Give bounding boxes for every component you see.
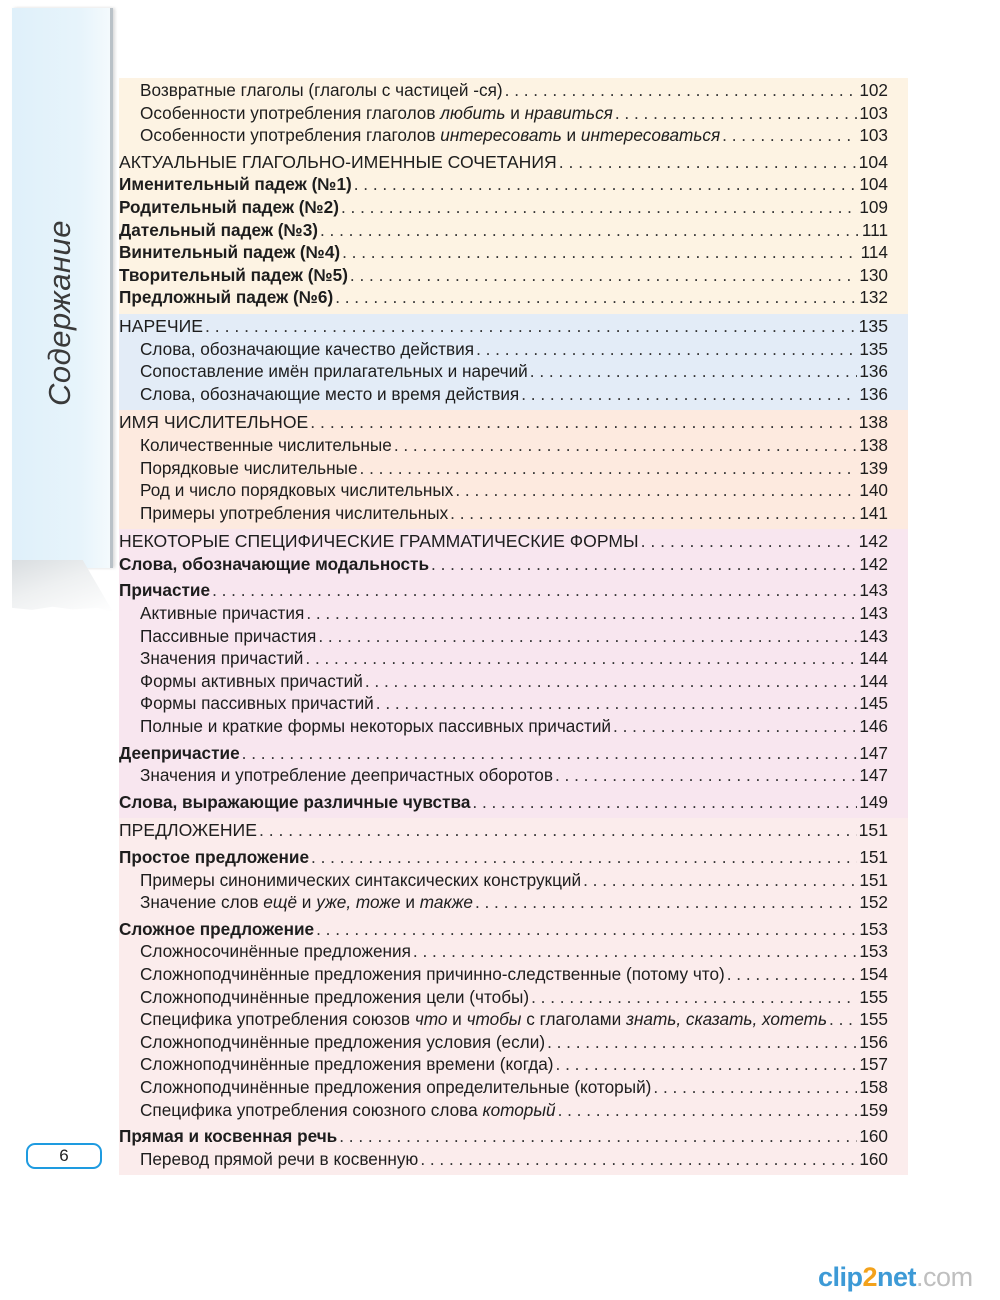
toc-chapter-adverb[interactable]: НАРЕЧИЕ . . . 135 (119, 316, 908, 339)
toc-entry[interactable]: Особенности употребления глаголов любить и нравиться . . . 103 (119, 103, 908, 126)
toc-chapter-forms[interactable]: НЕКОТОРЫЕ СПЕЦИФИЧЕСКИЕ ГРАММАТИЧЕСКИЕ ФОРМЫ . . . 142 (119, 531, 908, 554)
section-specific-forms (119, 529, 908, 818)
toc-entry[interactable]: Деепричастие . . . 147 (119, 743, 908, 766)
toc-entry[interactable]: Сложноподчинённые предложения времени (когда) . . . 157 (119, 1054, 908, 1077)
table-of-contents (119, 78, 908, 1175)
toc-entry[interactable]: Слова, обозначающие качество действия . . . 135 (119, 339, 908, 362)
toc-entry[interactable]: Пассивные причастия . . . 143 (119, 626, 908, 649)
toc-entry[interactable]: Особенности употребления глаголов интересовать и интересоваться . . . 103 (119, 125, 908, 148)
toc-entry[interactable]: Количественные числительные . . . 138 (119, 435, 908, 458)
toc-entry[interactable]: Сложное предложение . . . 153 (119, 919, 908, 942)
toc-entry[interactable]: Примеры употребления числительных . . . 141 (119, 503, 908, 526)
toc-entry[interactable]: Простое предложение . . . 151 (119, 847, 908, 870)
toc-entry[interactable]: Формы активных причастий . . . 144 (119, 671, 908, 694)
toc-entry[interactable]: Значения причастий . . . 144 (119, 648, 908, 671)
toc-entry[interactable]: Родительный падеж (№2) . . . 109 (119, 197, 908, 220)
toc-entry[interactable]: Примеры синонимических синтаксических конструкций . . . 151 (119, 870, 908, 893)
toc-entry[interactable]: Причастие . . . 143 (119, 580, 908, 603)
toc-entry[interactable]: Сложноподчинённые предложения цели (чтобы) . . . 155 (119, 987, 908, 1010)
section-adverb (119, 314, 908, 410)
section-title: Содержание (42, 219, 77, 406)
toc-entry[interactable]: Сложноподчинённые предложения причинно-следственные (потому что) . . . 154 (119, 964, 908, 987)
toc-entry[interactable]: Слова, обозначающие модальность . . . 142 (119, 554, 908, 577)
toc-entry[interactable]: Формы пассивных причастий . . . 145 (119, 693, 908, 716)
toc-entry[interactable]: Специфика употребления союзов что и чтобы с глаголами знать, сказать, хотеть . . . 155 (119, 1009, 908, 1032)
toc-entry[interactable]: Род и число порядковых числительных . . . 140 (119, 480, 908, 503)
toc-entry[interactable]: Сопоставление имён прилагательных и наречий . . . 136 (119, 361, 908, 384)
toc-entry[interactable]: Слова, выражающие различные чувства . . . 149 (119, 792, 908, 815)
toc-chapter-sentence[interactable]: ПРЕДЛОЖЕНИЕ . . . 151 (119, 820, 908, 843)
toc-chapter-cases[interactable]: АКТУАЛЬНЫЕ ГЛАГОЛЬНО-ИМЕННЫЕ СОЧЕТАНИЯ . . . 104 (119, 152, 908, 175)
toc-entry[interactable]: Именительный падеж (№1) . . . 104 (119, 174, 908, 197)
toc-chapter-numeral[interactable]: ИМЯ ЧИСЛИТЕЛЬНОЕ . . . 138 (119, 412, 908, 435)
watermark-logo: clip2net.com (818, 1262, 973, 1292)
toc-entry[interactable]: Дательный падеж (№3) . . . 111 (119, 220, 908, 243)
toc-entry[interactable]: Сложносочинённые предложения . . . 153 (119, 941, 908, 964)
section-sentence (119, 818, 908, 1175)
toc-entry[interactable]: Творительный падеж (№5) . . . 130 (119, 265, 908, 288)
toc-entry[interactable]: Специфика употребления союзного слова который . . . 159 (119, 1100, 908, 1123)
page-number-badge: 6 (26, 1143, 102, 1169)
section-numeral (119, 410, 908, 529)
toc-entry[interactable]: Значение слов ещё и уже, тоже и также . . . 152 (119, 892, 908, 915)
toc-entry[interactable]: Порядковые числительные . . . 139 (119, 458, 908, 481)
toc-entry[interactable]: Предложный падеж (№6) . . . 132 (119, 287, 908, 310)
section-verbs (119, 78, 908, 314)
toc-entry[interactable]: Активные причастия . . . 143 (119, 603, 908, 626)
toc-entry[interactable]: Полные и краткие формы некоторых пассивных причастий . . . 146 (119, 716, 908, 739)
toc-entry[interactable]: Перевод прямой речи в косвенную . . . 160 (119, 1149, 908, 1172)
toc-entry[interactable]: Сложноподчинённые предложения условия (если) . . . 156 (119, 1032, 908, 1055)
toc-entry[interactable]: Винительный падеж (№4) . . . 114 (119, 242, 908, 265)
toc-entry[interactable]: Слова, обозначающие место и время действия . . . 136 (119, 384, 908, 407)
toc-entry[interactable]: Возвратные глаголы (глаголы с частицей -ся) . . . 102 (119, 80, 908, 103)
toc-entry[interactable]: Сложноподчинённые предложения определительные (который) . . . 158 (119, 1077, 908, 1100)
toc-entry[interactable]: Значения и употребление деепричастных оборотов . . . 147 (119, 765, 908, 788)
toc-entry[interactable]: Прямая и косвенная речь . . . 160 (119, 1126, 908, 1149)
